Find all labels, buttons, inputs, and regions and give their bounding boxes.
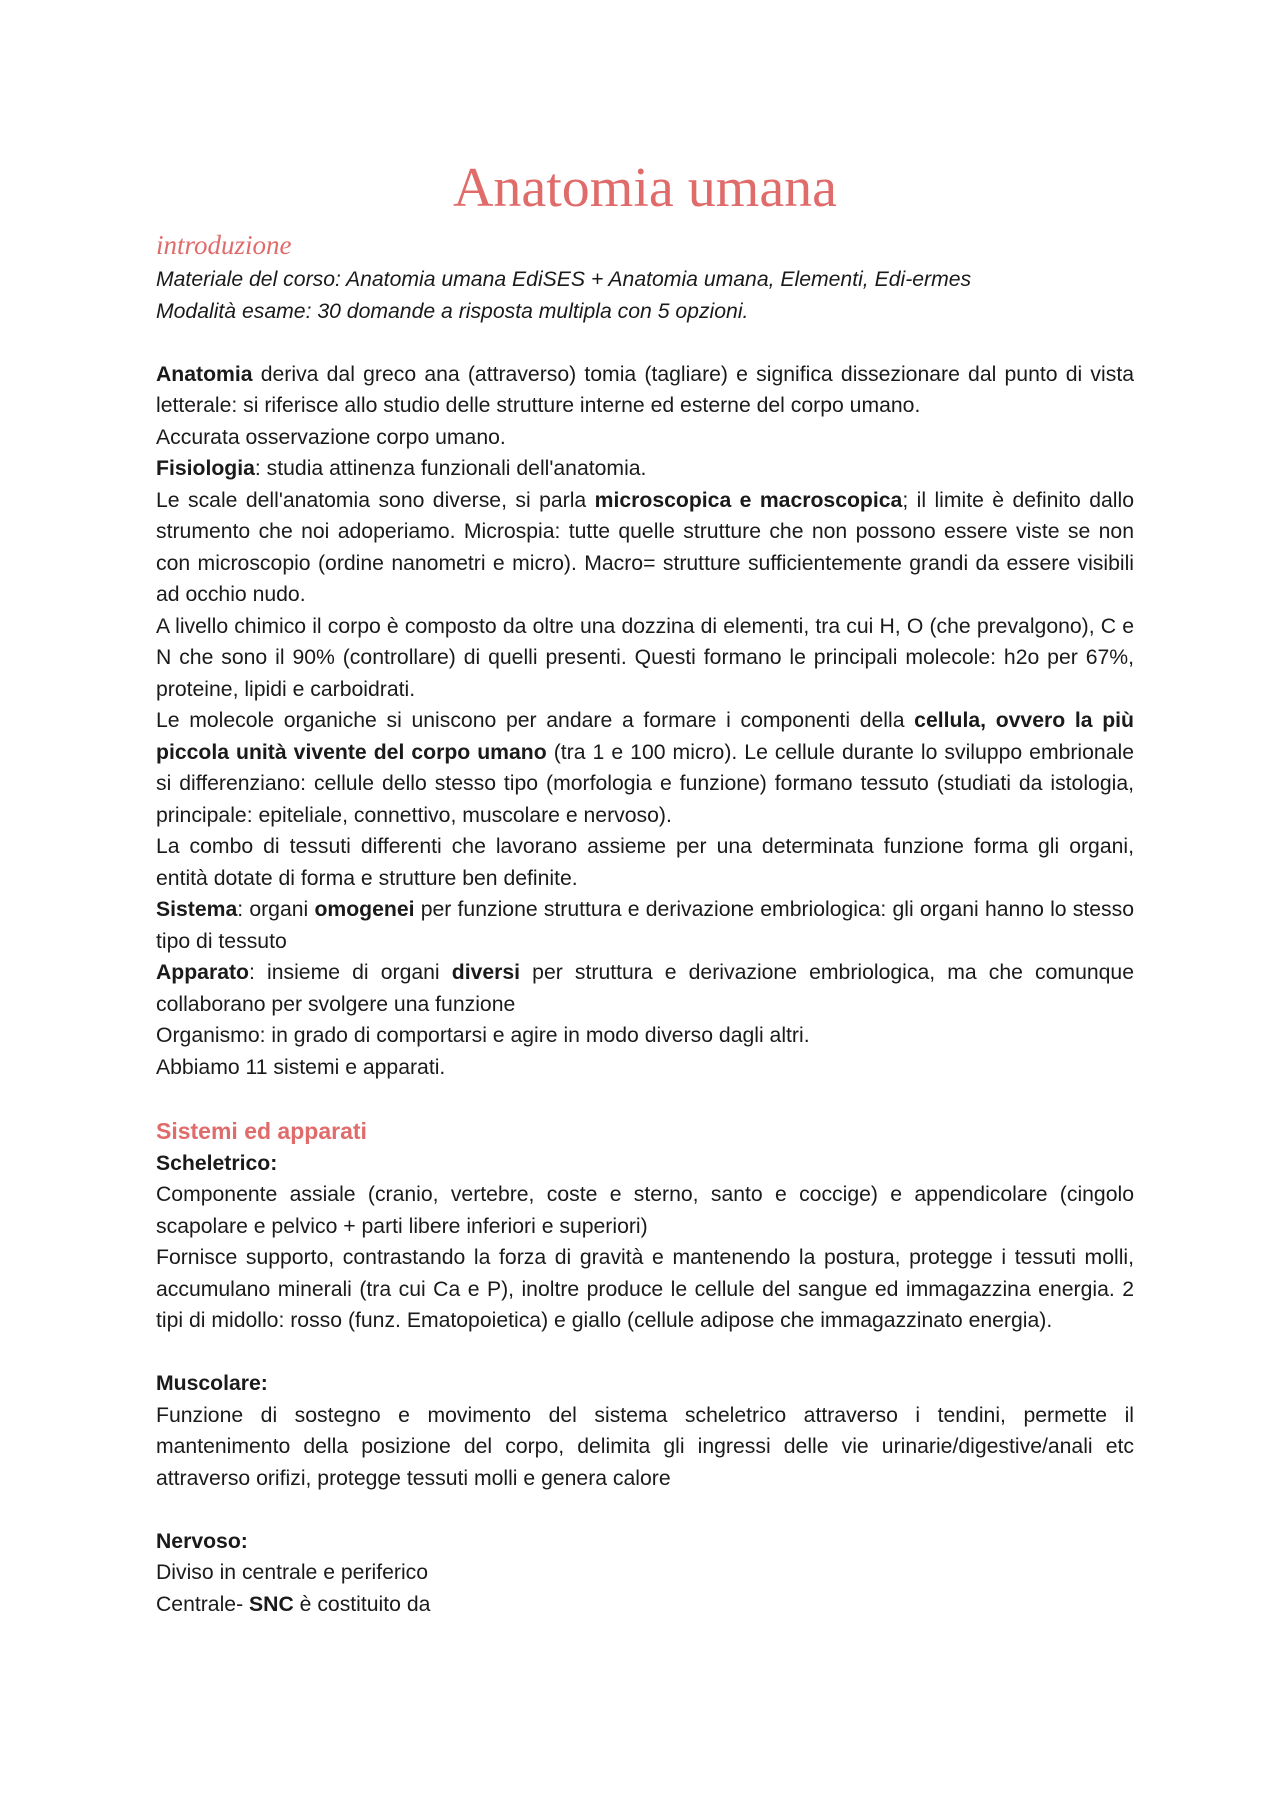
subheading-nervoso: Nervoso: (156, 1529, 248, 1553)
paragraph-sistema: Sistema: organi omogenei per funzione struttura e derivazione embriologica: gli organi hanno lo stesso tipo di tessuto (156, 898, 1134, 953)
subheading-muscolare: Muscolare: (156, 1372, 268, 1395)
paragraph-cellula: Le molecole organiche si uniscono per andare a formare i componenti della cellula, ovvero la più piccola unità vivente del corpo umano (tra 1 e 100 micro). Le cellule durante lo sviluppo embrionale si differenziano: cellule dello stesso tipo (morfologia e funzione) formano tessuto (studiati da istologia, principale: epiteliale, connettivo, muscolare e nervoso). (156, 709, 1134, 827)
paragraph-scheletrico-componenti: Componente assiale (cranio, vertebre, coste e sterno, santo e coccige) e appendicolare (cingolo scapolare e pelvico + parti libere inferiori e superiori) (156, 1183, 1134, 1238)
paragraph-fisiologia: Fisiologia: studia attinenza funzionali dell'anatomia. (156, 457, 647, 480)
exam-mode-line: Modalità esame: 30 domande a risposta multipla con 5 opzioni. (156, 299, 749, 323)
paragraph-organi: La combo di tessuti differenti che lavorano assieme per una determinata funzione forma gli organi, entità dotate di forma e strutture ben definite. (156, 835, 1134, 890)
paragraph-anatomia: Anatomia deriva dal greco ana (attraverso) tomia (tagliare) e significa dissezionare dal punto di vista letterale: si riferisce allo studio delle strutture interne ed esterne del corpo umano. (156, 362, 1134, 417)
subheading-scheletrico: Scheletrico: (156, 1151, 278, 1175)
paragraph-apparato: Apparato: insieme di organi diversi per struttura e derivazione embriologica, ma che comunque collaborano per svolgere una funzione (156, 961, 1135, 1016)
intro-block (156, 264, 1134, 327)
paragraph-osservazione: Accurata osservazione corpo umano. (156, 425, 506, 449)
paragraph-organismo: Organismo: in grado di comportarsi e agire in modo diverso dagli altri. (156, 1024, 810, 1047)
document-title: Anatomia umana (452, 157, 838, 219)
document-page (156, 150, 1134, 1620)
paragraph-scheletrico-funzioni: Fornisce supporto, contrastando la forza di gravità e mantenendo la postura, protegge i tessuti molli, accumulano minerali (tra cui Ca e P), inoltre produce le cellule del sangue ed immagazzina energia. 2 tipi di midollo: rosso (funz. Ematopoietica) e giallo (cellule adipose che immagazzinato energia). (156, 1246, 1134, 1332)
paragraph-nervoso-centrale: Centrale- SNC è costituito da (156, 1592, 431, 1616)
section-heading-sistemi: Sistemi ed apparati (156, 1117, 367, 1144)
paragraph-sistemi-count: Abbiamo 11 sistemi e apparati. (156, 1055, 446, 1079)
course-material-line: Materiale del corso: Anatomia umana EdiSES + Anatomia umana, Elementi, Edi-ermes (156, 268, 972, 291)
paragraph-nervoso-divisione: Diviso in centrale e periferico (156, 1561, 429, 1584)
intro-heading: introduzione (156, 230, 292, 260)
paragraph-scale: Le scale dell'anatomia sono diverse, si parla microscopica e macroscopica; il limite è definito dallo strumento che noi adoperiamo. Microspia: tutte quelle strutture che non possono essere viste se non con microscopio (ordine nanometri e micro). Macro= strutture sufficientemente grandi da essere visibili ad occhio nudo. (156, 488, 1134, 606)
paragraph-muscolare: Funzione di sostegno e movimento del sistema scheletrico attraverso i tendini, permette il mantenimento della posizione del corpo, delimita gli ingressi delle vie urinarie/digestive/anali etc attraverso orifizi, protegge tessuti molli e genera calore (156, 1403, 1134, 1490)
paragraph-chimico: A livello chimico il corpo è composto da oltre una dozzina di elementi, tra cui H, O (che prevalgono), C e N che sono il 90% (controllare) di quelli presenti. Questi formano le principali molecole: h2o per 67%, proteine, lipidi e carboidrati. (156, 614, 1134, 701)
